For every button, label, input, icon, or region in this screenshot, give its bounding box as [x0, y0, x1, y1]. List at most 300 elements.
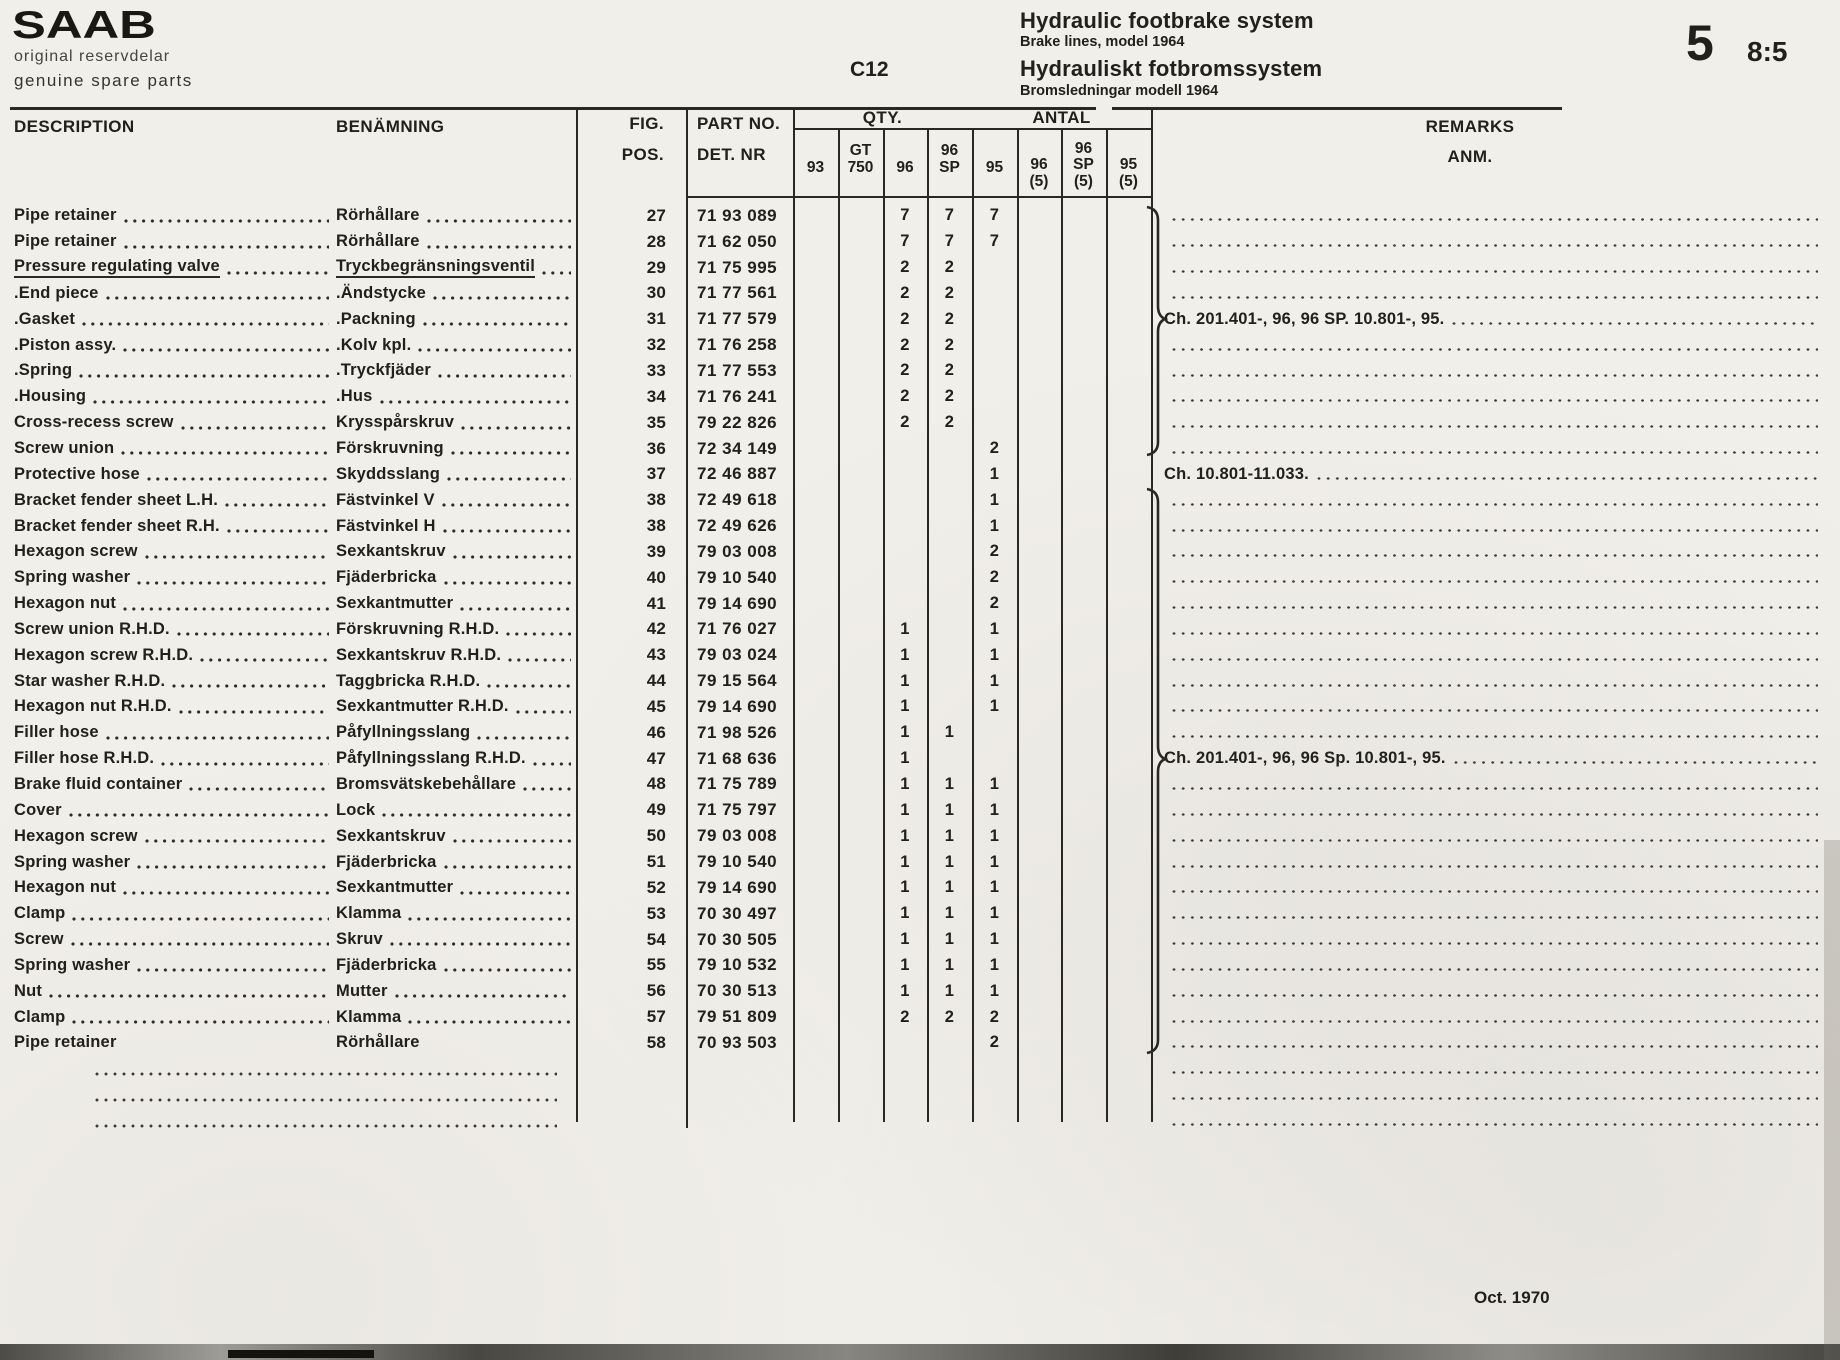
remark-leader-dots	[1172, 451, 1818, 454]
fig-pos-cell: 53	[646, 903, 666, 923]
remark-line	[1146, 978, 1840, 1004]
remark-line	[1146, 720, 1840, 746]
part-number-cell: 71 75 789	[697, 774, 778, 794]
remark-line	[1146, 901, 1840, 927]
qty-value	[1106, 461, 1151, 487]
qty-cells	[793, 565, 1151, 591]
qty-value	[972, 255, 1017, 281]
qty-value	[1017, 332, 1061, 358]
qty-value	[1017, 487, 1061, 513]
fig-pos-cell: 50	[646, 826, 666, 846]
qty-value	[1106, 901, 1151, 927]
remark-note: Ch. 201.401-, 96, 96 SP. 10.801-, 95.	[1164, 309, 1445, 328]
qty-value	[1017, 720, 1061, 746]
subtitle-swedish: Bromsledningar modell 1964	[1020, 83, 1219, 99]
qty-value: 2	[900, 258, 910, 277]
qty-value	[1017, 901, 1061, 927]
leader-dots	[225, 503, 329, 507]
qty-value: 7	[900, 206, 910, 225]
qty-value	[838, 591, 883, 617]
fig-pos-cell: 45	[646, 696, 666, 716]
qty-value	[927, 694, 972, 720]
leader-dots	[124, 219, 329, 223]
description-cell: .Piston assy.	[14, 332, 333, 358]
qty-value	[1061, 797, 1106, 823]
benamning-cell: Sexkantmutter	[336, 875, 575, 901]
remark-leader-dots	[1172, 1071, 1818, 1074]
qty-value	[793, 203, 838, 229]
remark-line	[1146, 927, 1840, 953]
leader-dots	[82, 322, 329, 326]
qty-value	[972, 306, 1017, 332]
qty-value	[972, 281, 1017, 307]
header-bottom-rule	[686, 196, 1153, 198]
remark-line	[1146, 203, 1840, 229]
qty-value	[1017, 410, 1061, 436]
qty-value	[838, 487, 883, 513]
leader-dots	[137, 581, 329, 585]
qty-col-header: 95	[985, 158, 1004, 176]
leader-dots	[382, 813, 571, 817]
remark-line	[1146, 565, 1840, 591]
qty-value	[1061, 565, 1106, 591]
qty-value: 1	[989, 516, 1000, 535]
remark-leader-dots	[1172, 890, 1818, 893]
qty-value	[972, 332, 1017, 358]
subtitle-english: Brake lines, model 1964	[1020, 34, 1185, 50]
part-number-cell: 72 49 626	[697, 516, 778, 536]
part-number-cell: 79 03 008	[697, 826, 778, 846]
qty-value	[1061, 952, 1106, 978]
qty-value	[1017, 772, 1061, 798]
remark-line	[1146, 952, 1840, 978]
leader-dots	[179, 710, 329, 714]
part-number-cell: 70 93 503	[697, 1032, 778, 1052]
remark-leader-dots	[1172, 399, 1818, 402]
leader-dots	[447, 477, 571, 481]
leader-dots	[523, 787, 571, 791]
qty-value	[1017, 617, 1061, 643]
qty-value	[1061, 384, 1106, 410]
remark-line	[1146, 1082, 1840, 1108]
benamning-cell: Lock	[336, 797, 575, 823]
qty-cells	[793, 901, 1151, 927]
qty-value	[793, 668, 838, 694]
qty-value: 1	[900, 645, 910, 664]
qty-value	[1106, 255, 1151, 281]
part-number-cell: 71 75 995	[697, 257, 778, 277]
qty-value	[927, 591, 972, 617]
qty-value: 2	[900, 387, 910, 406]
remark-leader-dots	[1172, 270, 1818, 273]
qty-value	[927, 668, 972, 694]
qty-value	[1106, 694, 1151, 720]
leader-dots	[395, 994, 571, 998]
qty-value	[793, 978, 838, 1004]
leader-dots	[427, 245, 571, 249]
part-number-cell: 71 77 561	[697, 283, 778, 303]
qty-value	[1106, 358, 1151, 384]
qty-value: 7	[944, 206, 955, 225]
qty-value: 1	[900, 697, 910, 716]
fig-pos-cell: 43	[646, 645, 666, 665]
qty-value	[927, 539, 972, 565]
qty-value: 2	[989, 439, 1000, 458]
fig-pos-cell: 28	[646, 231, 666, 251]
qty-value	[1061, 281, 1106, 307]
qty-value: 1	[989, 464, 1000, 483]
description-cell: Hexagon screw R.H.D.	[14, 642, 333, 668]
description-cell: Brake fluid container	[14, 772, 333, 798]
fig-pos-cell: 52	[646, 877, 666, 897]
qty-value	[1061, 642, 1106, 668]
qty-cells	[793, 513, 1151, 539]
benamning-cell: Fästvinkel V	[336, 487, 575, 513]
qty-value	[972, 410, 1017, 436]
fig-pos-cell: 55	[646, 955, 666, 975]
qty-value	[838, 746, 883, 772]
page-reference: 8:5	[1747, 36, 1788, 67]
qty-cells	[793, 487, 1151, 513]
qty-value	[1061, 229, 1106, 255]
qty-value	[1106, 229, 1151, 255]
qty-value	[927, 513, 972, 539]
benamning-cell: Krysspårskruv	[336, 410, 575, 436]
qty-value: 1	[989, 671, 1000, 690]
qty-cells	[793, 797, 1151, 823]
qty-value: 1	[989, 619, 1000, 638]
qty-value	[838, 694, 883, 720]
qty-value	[793, 487, 838, 513]
figure-code: C12	[850, 58, 889, 81]
qty-value	[1017, 281, 1061, 307]
fig-pos-cell: 51	[646, 852, 666, 872]
qty-cells	[793, 539, 1151, 565]
benamning-cell: Sexkantskruv R.H.D.	[336, 642, 575, 668]
qty-value	[838, 436, 883, 462]
qty-value	[838, 461, 883, 487]
remark-leader-dots	[1172, 813, 1818, 816]
benamning-cell: Taggbricka R.H.D.	[336, 668, 575, 694]
qty-value	[793, 539, 838, 565]
qty-value	[1061, 513, 1106, 539]
qty-value	[1017, 358, 1061, 384]
remark-leader-dots	[1172, 529, 1818, 532]
fig-pos-cell: 34	[646, 386, 666, 406]
leader-dots	[390, 942, 571, 946]
qty-value	[838, 410, 883, 436]
qty-cells	[793, 229, 1151, 255]
part-number-cell: 79 03 024	[697, 645, 778, 665]
leader-dots	[71, 942, 329, 946]
qty-value	[793, 229, 838, 255]
qty-value: 1	[944, 852, 955, 871]
qty-value	[793, 746, 838, 772]
col-header-description: DESCRIPTION	[14, 117, 135, 136]
qty-value	[927, 746, 972, 772]
description-cell: Bracket fender sheet R.H.	[14, 513, 333, 539]
fig-pos-cell: 40	[646, 567, 666, 587]
fig-pos-cell: 30	[646, 283, 666, 303]
qty-value	[1106, 927, 1151, 953]
remark-leader-dots	[1172, 1097, 1818, 1100]
qty-cells	[793, 746, 1151, 772]
qty-value: 2	[989, 568, 1000, 587]
qty-value	[838, 668, 883, 694]
qty-value	[1106, 797, 1151, 823]
qty-cells	[793, 410, 1151, 436]
leader-dots	[487, 684, 571, 688]
qty-value	[838, 952, 883, 978]
qty-value	[1061, 410, 1106, 436]
qty-cells	[793, 927, 1151, 953]
leader-dots	[542, 271, 571, 275]
leader-dots	[123, 607, 329, 611]
qty-value	[883, 539, 927, 565]
remark-line	[1146, 617, 1840, 643]
remark-leader-dots	[1172, 244, 1818, 247]
qty-value	[1061, 436, 1106, 462]
description-cell: Protective hose	[14, 461, 333, 487]
remark-leader-dots	[1172, 1045, 1818, 1048]
qty-value	[793, 875, 838, 901]
description-cell: Nut	[14, 978, 333, 1004]
qty-value: 2	[944, 309, 955, 328]
qty-value: 1	[944, 904, 955, 923]
qty-value	[838, 797, 883, 823]
remark-line	[1146, 642, 1840, 668]
qty-cells	[793, 332, 1151, 358]
qty-value	[838, 978, 883, 1004]
qty-value	[1061, 306, 1106, 332]
col-header-partno: PART NO.	[697, 114, 781, 133]
qty-value: 2	[989, 542, 1000, 561]
qty-value	[1061, 358, 1106, 384]
remark-line	[1146, 539, 1840, 565]
description-cell: Hexagon screw	[14, 539, 333, 565]
qty-value	[1106, 746, 1151, 772]
qty-value	[883, 1030, 927, 1056]
qty-value	[838, 255, 883, 281]
top-rule-right	[1112, 107, 1562, 110]
qty-value	[838, 306, 883, 332]
qty-value	[838, 617, 883, 643]
leader-dots	[460, 891, 571, 895]
remark-line	[1146, 746, 1840, 772]
benamning-cell: Klamma	[336, 901, 575, 927]
qty-value	[838, 332, 883, 358]
qty-value	[838, 539, 883, 565]
qty-value	[793, 410, 838, 436]
qty-value: 1	[944, 800, 955, 819]
qty-value: 1	[989, 697, 1000, 716]
qty-value	[793, 281, 838, 307]
qty-cells	[793, 668, 1151, 694]
remark-leader-dots	[1172, 994, 1818, 997]
benamning-cell: Bromsvätskebehållare	[336, 772, 575, 798]
leader-dots	[123, 348, 329, 352]
qty-value	[1017, 436, 1061, 462]
leader-dots	[200, 658, 329, 662]
benamning-cell: Rörhållare	[336, 229, 575, 255]
fig-pos-cell: 47	[646, 748, 666, 768]
description-cell: Spring washer	[14, 952, 333, 978]
remark-line	[1146, 1056, 1840, 1082]
benamning-cell: .Kolv kpl.	[336, 332, 575, 358]
description-cell: Hexagon screw	[14, 823, 333, 849]
title-english: Hydraulic footbrake system	[1020, 8, 1314, 33]
qty-value	[1061, 772, 1106, 798]
description-cell: Pipe retainer	[14, 229, 333, 255]
qty-value	[1017, 306, 1061, 332]
qty-value	[838, 1004, 883, 1030]
qty-value	[1061, 539, 1106, 565]
section-number: 5	[1686, 15, 1714, 71]
qty-value	[1061, 203, 1106, 229]
leader-dots	[533, 762, 571, 766]
qty-value: 1	[900, 981, 910, 1000]
leader-dots	[423, 322, 571, 326]
fig-pos-cell: 57	[646, 1007, 666, 1027]
qty-value	[1106, 565, 1151, 591]
qty-value	[838, 203, 883, 229]
remark-line	[1146, 436, 1840, 462]
leader-dots	[227, 529, 329, 533]
fig-pos-cell: 38	[646, 490, 666, 510]
remarks-column	[1146, 203, 1840, 1133]
remark-note: Ch. 10.801-11.033.	[1164, 464, 1309, 483]
qty-col-header: 96 SP (5)	[1073, 140, 1094, 190]
remark-line	[1146, 306, 1840, 332]
qty-value	[1106, 952, 1151, 978]
qty-value: 1	[900, 852, 910, 871]
qty-value	[1017, 746, 1061, 772]
description-cell: Filler hose	[14, 720, 333, 746]
leader-dots	[147, 477, 329, 481]
leader-dots	[408, 1020, 571, 1024]
qty-value	[1017, 642, 1061, 668]
leader-dots	[408, 917, 571, 921]
part-number-cell: 79 10 532	[697, 955, 778, 975]
qty-cells	[793, 358, 1151, 384]
qty-value	[1061, 823, 1106, 849]
description-cell: Screw	[14, 927, 333, 953]
remark-line	[1146, 255, 1840, 281]
remark-leader-dots	[1172, 1020, 1818, 1023]
qty-value	[838, 823, 883, 849]
qty-value	[1061, 927, 1106, 953]
qty-value	[927, 436, 972, 462]
fig-pos-cell: 29	[646, 257, 666, 277]
qty-cells	[793, 694, 1151, 720]
remark-line	[1146, 694, 1840, 720]
col-header-benamning: BENÄMNING	[336, 117, 445, 136]
qty-value	[838, 358, 883, 384]
leader-dots	[433, 296, 571, 300]
leader-dots	[137, 968, 329, 972]
leader-dots	[72, 1020, 329, 1024]
description-cell: Pipe retainer	[14, 1033, 117, 1052]
qty-value: 1	[900, 904, 910, 923]
qty-value	[1017, 203, 1061, 229]
qty-value: 1	[944, 878, 955, 897]
remark-line	[1146, 229, 1840, 255]
remark-leader-dots	[1172, 218, 1818, 221]
fig-pos-cell: 36	[646, 438, 666, 458]
qty-value: 1	[989, 490, 1000, 509]
part-number-cell: 71 93 089	[697, 205, 778, 225]
leader-dots	[124, 245, 329, 249]
leader-dots	[453, 839, 571, 843]
description-cell: Clamp	[14, 1004, 333, 1030]
qty-value	[793, 617, 838, 643]
qty-value: 2	[900, 283, 910, 302]
qty-value	[793, 565, 838, 591]
qty-value	[1106, 1030, 1151, 1056]
leader-dots	[93, 400, 329, 404]
part-number-cell: 79 51 809	[697, 1007, 778, 1027]
qty-value	[1106, 642, 1151, 668]
description-cell: Screw union R.H.D.	[14, 617, 333, 643]
leader-dots	[516, 710, 571, 714]
saab-logo: SAAB	[12, 2, 156, 47]
qty-value	[838, 901, 883, 927]
benamning-cell: Påfyllningsslang R.H.D.	[336, 746, 575, 772]
qty-value: 1	[944, 930, 955, 949]
qty-value: 1	[989, 878, 1000, 897]
qty-value: 2	[989, 1007, 1000, 1026]
qty-value	[793, 952, 838, 978]
qty-value	[1017, 539, 1061, 565]
leader-dots	[443, 529, 571, 533]
qty-cells	[793, 720, 1151, 746]
qty-value	[972, 384, 1017, 410]
part-number-cell: 71 76 241	[697, 386, 778, 406]
qty-value: 2	[944, 335, 955, 354]
part-number-cell: 79 10 540	[697, 852, 778, 872]
part-number-cell: 71 75 797	[697, 800, 778, 820]
qty-value	[1017, 1004, 1061, 1030]
remark-leader-dots	[1317, 477, 1818, 480]
qty-value: 1	[989, 645, 1000, 664]
qty-value	[1106, 668, 1151, 694]
benamning-cell: .Packning	[336, 306, 575, 332]
qty-value: 7	[900, 232, 910, 251]
leader-dots	[227, 271, 329, 275]
qty-value: 1	[944, 981, 955, 1000]
remark-leader-dots	[1454, 761, 1818, 764]
part-number-cell: 70 30 513	[697, 981, 778, 1001]
remark-leader-dots	[1172, 580, 1818, 583]
qty-value: 2	[900, 413, 910, 432]
qty-value: 2	[900, 309, 910, 328]
qty-value	[838, 875, 883, 901]
qty-value	[793, 849, 838, 875]
part-number-cell: 71 68 636	[697, 748, 778, 768]
leader-dots	[137, 865, 329, 869]
qty-col-header: 96	[896, 158, 914, 176]
qty-value	[1017, 978, 1061, 1004]
part-number-cell: 79 15 564	[697, 671, 778, 691]
remark-leader-dots	[1172, 684, 1818, 687]
remark-leader-dots	[1172, 709, 1818, 712]
fig-pos-cell: 38	[646, 516, 666, 536]
qty-value	[1017, 823, 1061, 849]
qty-value	[1061, 591, 1106, 617]
benamning-cell: Rörhållare	[336, 1033, 420, 1052]
leader-dots	[106, 736, 329, 740]
leader-dots	[181, 426, 329, 430]
